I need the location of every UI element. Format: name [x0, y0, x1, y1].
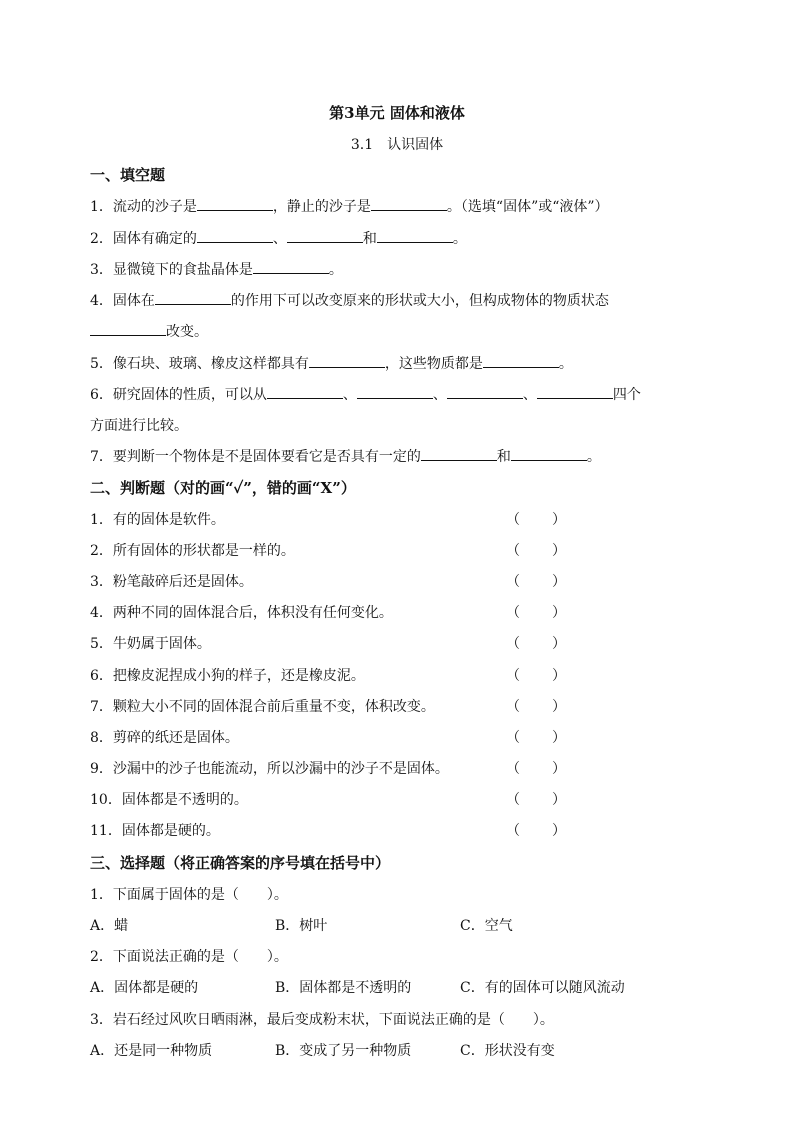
- mc-question-2: 2．下面说法正确的是（ ）。: [90, 949, 288, 965]
- section-multiple-choice-heading: 三、选择题（将正确答案的序号填在括号中）: [90, 854, 391, 872]
- mc-q3-option-b[interactable]: B．变成了另一种物质: [275, 1043, 412, 1059]
- tf-answer-bracket-11[interactable]: （ ）: [506, 823, 566, 839]
- tf-item-7: 7．颗粒大小不同的固体混合前后重量不变，体积改变。: [90, 699, 435, 715]
- mc-q1-option-b[interactable]: B．树叶: [275, 918, 328, 934]
- tf-item-9: 9．沙漏中的沙子也能流动，所以沙漏中的沙子不是固体。: [90, 761, 449, 777]
- mc-question-1: 1．下面属于固体的是（ ）。: [90, 887, 288, 903]
- answer-blank[interactable]: [483, 353, 559, 368]
- answer-blank[interactable]: [309, 353, 385, 368]
- fill-question-4: 4．固体在 的作用下可以改变原来的形状或大小，但构成物体的物质状态: [90, 290, 609, 310]
- tf-item-5: 5．牛奶属于固体。: [90, 636, 211, 652]
- tf-item-11: 11．固体都是硬的。: [90, 823, 220, 839]
- mc-q2-option-c[interactable]: C．有的固体可以随风流动: [460, 980, 625, 996]
- answer-blank[interactable]: [287, 228, 363, 243]
- tf-answer-bracket-5[interactable]: （ ）: [506, 636, 566, 652]
- fill-question-6-continued: 方面进行比较。: [90, 418, 188, 434]
- answer-blank[interactable]: [537, 384, 613, 399]
- unit-title: 第3单元 固体和液体: [329, 104, 465, 122]
- tf-answer-bracket-6[interactable]: （ ）: [506, 668, 566, 684]
- tf-answer-bracket-2[interactable]: （ ）: [506, 543, 566, 559]
- mc-q3-option-a[interactable]: A．还是同一种物质: [90, 1043, 213, 1059]
- fill-question-5: 5．像石块、玻璃、橡皮这样都具有 ，这些物质都是 。: [90, 353, 573, 373]
- answer-blank[interactable]: [447, 384, 523, 399]
- fill-question-1: 1．流动的沙子是 ，静止的沙子是 。（选填“固体”或“液体”）: [90, 196, 609, 216]
- answer-blank[interactable]: [511, 446, 587, 461]
- mc-q2-option-a[interactable]: A．固体都是硬的: [90, 980, 199, 996]
- lesson-title: 3.1 认识固体: [350, 137, 444, 153]
- mc-q3-option-c[interactable]: C．形状没有变: [460, 1043, 555, 1059]
- tf-answer-bracket-1[interactable]: （ ）: [506, 512, 566, 528]
- tf-item-6: 6．把橡皮泥捏成小狗的样子，还是橡皮泥。: [90, 668, 365, 684]
- answer-blank[interactable]: [267, 384, 343, 399]
- tf-answer-bracket-3[interactable]: （ ）: [506, 574, 566, 590]
- mc-q1-option-c[interactable]: C．空气: [460, 918, 513, 934]
- tf-item-3: 3．粉笔敲碎后还是固体。: [90, 574, 253, 590]
- answer-blank[interactable]: [357, 384, 433, 399]
- answer-blank[interactable]: [371, 196, 447, 211]
- tf-item-4: 4．两种不同的固体混合后，体积没有任何变化。: [90, 605, 393, 621]
- fill-question-2: 2．固体有确定的 、 和 。: [90, 228, 467, 248]
- answer-blank[interactable]: [90, 321, 166, 336]
- tf-answer-bracket-7[interactable]: （ ）: [506, 699, 566, 715]
- section-fill-blank-heading: 一、填空题: [90, 166, 166, 184]
- mc-q1-option-a[interactable]: A．蜡: [90, 918, 129, 934]
- tf-answer-bracket-9[interactable]: （ ）: [506, 761, 566, 777]
- mc-q2-option-b[interactable]: B．固体都是不透明的: [275, 980, 412, 996]
- mc-question-3: 3．岩石经过风吹日晒雨淋，最后变成粉末状，下面说法正确的是（ ）。: [90, 1012, 554, 1028]
- tf-answer-bracket-4[interactable]: （ ）: [506, 605, 566, 621]
- tf-answer-bracket-8[interactable]: （ ）: [506, 730, 566, 746]
- fill-question-4-continued: 改变。: [90, 321, 208, 341]
- tf-item-1: 1．有的固体是软件。: [90, 512, 225, 528]
- section-true-false-heading: 二、判断题（对的画“✓”，错的画“X”）: [90, 479, 356, 497]
- fill-question-3: 3．显微镜下的食盐晶体是 。: [90, 259, 343, 279]
- tf-item-8: 8．剪碎的纸还是固体。: [90, 730, 239, 746]
- tf-answer-bracket-10[interactable]: （ ）: [506, 792, 566, 808]
- answer-blank[interactable]: [197, 228, 273, 243]
- answer-blank[interactable]: [377, 228, 453, 243]
- fill-question-7: 7．要判断一个物体是不是固体要看它是否具有一定的 和 。: [90, 446, 601, 466]
- answer-blank[interactable]: [421, 446, 497, 461]
- answer-blank[interactable]: [197, 196, 273, 211]
- fill-question-6: 6．研究固体的性质，可以从 、 、 、 四个: [90, 384, 641, 404]
- tf-item-2: 2．所有固体的形状都是一样的。: [90, 543, 295, 559]
- answer-blank[interactable]: [253, 259, 329, 274]
- answer-blank[interactable]: [155, 290, 231, 305]
- tf-item-10: 10．固体都是不透明的。: [90, 792, 248, 808]
